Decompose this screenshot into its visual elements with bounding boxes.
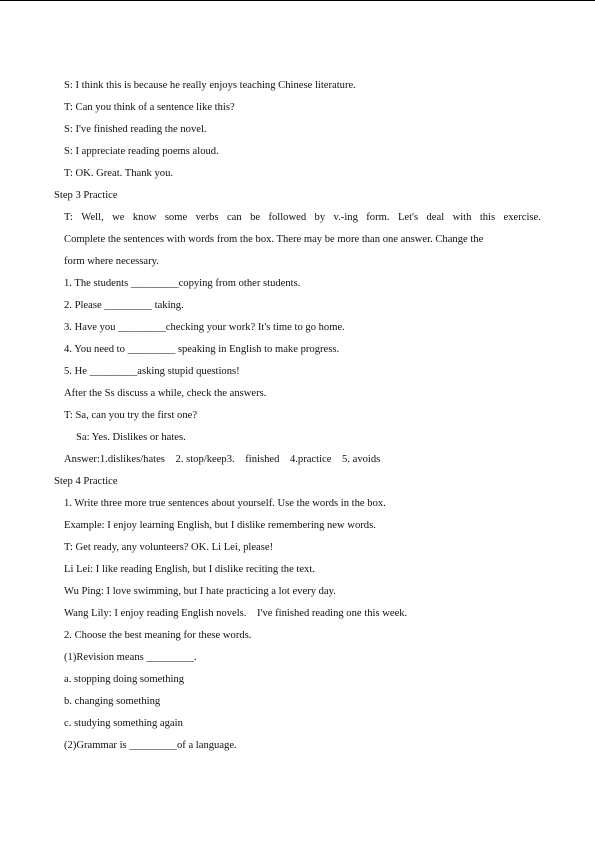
exercise-item: 1. The students _________copying from other students. (64, 278, 301, 289)
step-heading: Step 3 Practice (54, 190, 118, 201)
dialogue-line: Wu Ping: I love swimming, but I hate practicing a lot every day. (64, 586, 336, 597)
step-heading: Step 4 Practice (54, 476, 118, 487)
document-page (0, 75, 595, 757)
note-line: After the Ss discuss a while, check the answers. (64, 388, 267, 399)
option-line: c. studying something again (64, 718, 183, 729)
exercise-item: 5. He _________asking stupid questions! (64, 366, 240, 377)
instruction-line (0, 207, 595, 229)
option-line: b. changing something (64, 696, 161, 707)
instruction-line: Complete the sentences with words from the box. There may be more than one answer. Change the (64, 234, 484, 245)
dialogue-line: S: I've finished reading the novel. (64, 124, 207, 135)
instruction-line: 1. Write three more true sentences about yourself. Use the words in the box. (64, 498, 386, 509)
instruction-line: 2. Choose the best meaning for these words. (64, 630, 252, 641)
exercise-item: 3. Have you _________checking your work? It's time to go home. (64, 322, 345, 333)
justified-paragraph-line: T: Well, we know some verbs can be followed by v.-ing form. Let's deal with this exercise. (64, 212, 541, 223)
dialogue-line: S: I think this is because he really enjoys teaching Chinese literature. (64, 80, 356, 91)
dialogue-line: T: Can you think of a sentence like this? (64, 102, 235, 113)
top-rule (0, 0, 595, 1)
option-line: a. stopping doing something (64, 674, 185, 685)
question-line: (1)Revision means _________. (64, 652, 197, 663)
example-line: Example: I enjoy learning English, but I dislike remembering new words. (64, 520, 376, 531)
dialogue-line: Sa: Yes. Dislikes or hates. (76, 432, 186, 443)
instruction-line: form where necessary. (64, 256, 159, 267)
dialogue-line: Wang Lily: I enjoy reading English novels. I've finished reading one this week. (64, 608, 408, 619)
dialogue-line: Li Lei: I like reading English, but I dislike reciting the text. (64, 564, 315, 575)
question-line: (2)Grammar is _________of a language. (64, 740, 237, 751)
answer-line: Answer:1.dislikes/hates 2. stop/keep3. finished 4.practice 5. avoids (64, 454, 381, 465)
exercise-item: 4. You need to _________ speaking in English to make progress. (64, 344, 340, 355)
dialogue-line: T: OK. Great. Thank you. (64, 168, 174, 179)
dialogue-line: S: I appreciate reading poems aloud. (64, 146, 219, 157)
dialogue-line: T: Sa, can you try the first one? (64, 410, 198, 421)
exercise-item: 2. Please _________ taking. (64, 300, 184, 311)
dialogue-line: T: Get ready, any volunteers? OK. Li Lei, please! (64, 542, 274, 553)
